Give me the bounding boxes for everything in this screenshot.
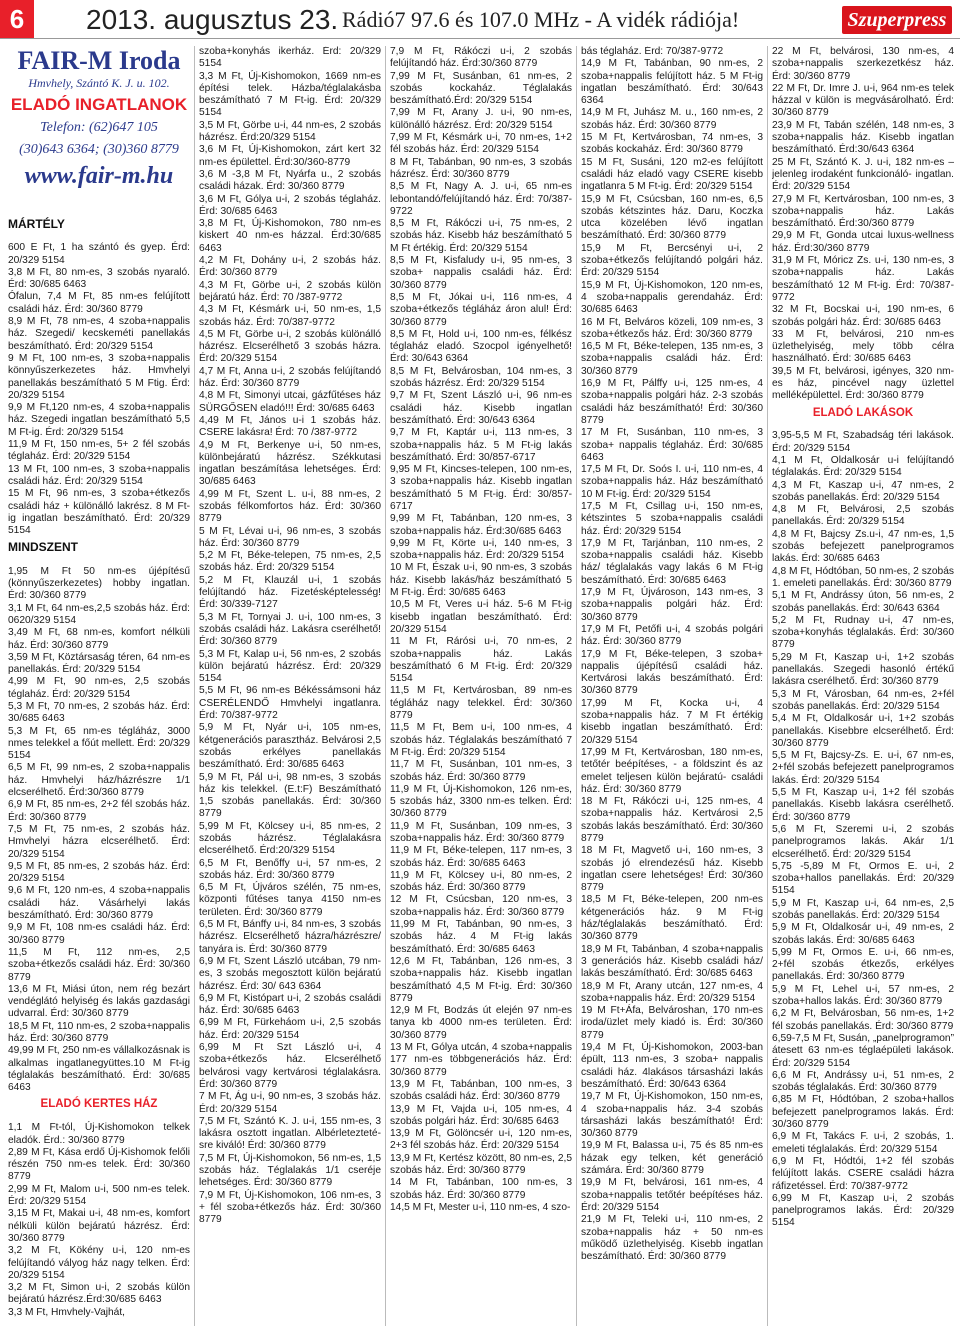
listing-entry: 7,9 M Ft, Rákóczi u-i, 2 szobás felújítandó ház. Érd:30/360 8779 xyxy=(390,46,572,70)
brand-logo: Szuperpress xyxy=(842,6,952,34)
listing-entry: 8,5 M Ft, Hold u-i, 100 nm-es, félkész téglaház eladó. Szocpol igényelhető! Érd: 30/643 6364 xyxy=(390,328,572,365)
listing-entry: 17,99 M Ft, Kertvárosban, 180 nm-es, tetőtér beépítéses, - a földszint és az emelet teljesen külön bejáratú- családi ház. Érd: 30/360 8779 xyxy=(581,746,763,795)
listing-entry: 9,9 M Ft,120 nm-es, 4 szoba+nappalis ház. Szegedi ingatlan beszámítható 5,5 M Ft-ig. Érd: 20/329 5154 xyxy=(8,402,190,438)
page-header xyxy=(0,0,960,38)
listing-entry: 13,9 M Ft, Vajda u-i, 105 nm-es, 4 szobás polgári ház. Érd: 30/685 6463 xyxy=(390,1103,572,1127)
listing-entry: 11 M Ft, Rárósi u-i, 70 nm-es, 2 szoba+nappalis ház. Lakás beszámítható 6 M Ft-ig. Érd: 20/329 5154 xyxy=(390,636,572,685)
listing-entry: 15 M Ft, Kertvárosban, 74 nm-es, 3 szobás kockaház. Érd: 30/360 8779 xyxy=(581,132,763,156)
listing-entry: 11,9 M Ft, 150 nm-es, 5+ 2 fél szobás téglaház. Érd: 20/329 5154 xyxy=(8,439,190,463)
listing-entry: 18 M Ft, Rákóczi u-i, 125 nm-es, 4 szoba+nappalis ház. Kertvárosi 2,5 szobás lakás beszámítható. Érd: 30/360 8779 xyxy=(581,796,763,844)
listing-entry: 5,4 M Ft, Oldalkosár u-i, 1+2 szobás panellakás. Kisebbre elcserélhető. Érd: 30/360 8779 xyxy=(772,713,954,749)
listing-entry: 17,5 M Ft, Dr. Soós I. u-i, 110 nm-es, 4 szoba+nappalis ház. Ház beszámítható 10 M Ft-ig. Érd: 20/329 5154 xyxy=(581,464,763,500)
listing-entry: 5,3 M Ft, Tornyai J. u-i, 100 nm-es, 3 szobás családi ház. Lakásra cserélhető! Érd: 30/360 8779 xyxy=(199,611,381,648)
listing-entry: 6,9 M Ft, 85 nm-es, 2+2 fél szobás ház. Érd: 30/360 8779 xyxy=(8,799,190,823)
issue-date: 2013. augusztus 23. xyxy=(86,4,339,35)
listing-entry: 12,6 M Ft, Tabánban, 126 nm-es, 3 szoba+nappalis ház. Kisebb ingatlan beszámítható 4,5 M Ft-ig. Érd: 30/360 8779 xyxy=(390,955,572,1004)
listing-entry: 3,49 M Ft, 68 nm-es, komfort nélküli ház. Érd: 30/360 8779 xyxy=(8,627,190,651)
column-divider xyxy=(194,46,195,1326)
listing-entry: 5 M Ft, Lévai u-i, 96 nm-es, 3 szobás ház. Érd: 30/360 8779 xyxy=(199,525,381,549)
listing-entry: 11,9 M Ft, Susánban, 109 nm-es, 3 szoba+nappalis ház. Érd: 30/360 8779 xyxy=(390,820,572,844)
listing-entry: 9,7 M Ft, Szent László u-i, 96 nm-es családi ház. Kisebb ingatlan beszámítható. Érd: 30/643 6364 xyxy=(390,390,572,426)
listing-entry: 17,99 M Ft, Kocka u-i, 4 szoba+nappalis ház. 7 M Ft értékig kisebb ingatlan beszámítható. Érd: 20/329 5154 xyxy=(581,697,763,746)
listing-entry: 17,9 M Ft, Petőfi u-i, 4 szobás polgári ház. Érd: 30/360 8779 xyxy=(581,623,763,648)
listing-entry: 49,99 M Ft, 250 nm-es vállalkozásnak is alkalmas ingatlanegyüttes.10 M Ft-ig téglalakás beszámítható. Érd: 30/685 6463 xyxy=(8,1045,190,1094)
listing-column-2 xyxy=(199,46,381,1326)
listing-entry: 4,8 M Ft, Simonyi utcai, gázfűtéses ház SÜRGŐSEN eladó!!! Érd: 30/685 6463 xyxy=(199,390,381,414)
listing-entry: 6,99 M Ft Szt László u-i, 4 szoba+étkezős ház. Elcserélhető belvárosi vagy kertvárosi téglalakásra. Érd: 30/360 8779 xyxy=(199,1042,381,1090)
listing-entry: 4,49 M Ft, János u-i 1 szobás ház. CSERE lakásra! Érd: 70 /387-9772 xyxy=(199,414,381,439)
listing-entry: 11,7 M Ft, Susánban, 101 nm-es, 3 szobás ház. Érd: 30/360 8779 xyxy=(390,759,572,783)
section-heading: ELADÓ KERTES HÁZ xyxy=(40,1098,158,1111)
listing-entry: 3,5 M Ft, Görbe u-i, 44 nm-es, 2 szobás házrész. Érd:20/329 5154 xyxy=(199,119,381,144)
listing-entry: 11,99 M Ft, Tabánban, 90 nm-es, 3 szobás ház. 4 M Ft-ig lakás beszámítható. Érd: 30/685 6463 xyxy=(390,919,572,955)
listing-entry: 4,7 M Ft, Anna u-i, 2 szobás felújítandó ház. Érd: 30/360 8779 xyxy=(199,365,381,390)
listing-entry: 6,59-7,5 M Ft, Susán, „panelprogramon” átesett 63 nm-es téglaépületi lakások. Érd: 20/329 5154 xyxy=(772,1032,954,1069)
listing-entry: 11,9 M Ft, Kölcsey u-i, 80 nm-es, 2 szobás ház. Érd: 30/360 8779 xyxy=(390,869,572,894)
listing-entry: Ófalun, 7,4 M Ft, 85 nm-es felújított családi ház. Érd: 30/360 8779 xyxy=(8,291,190,315)
listing-entry: 4,1 M Ft, Oldalkosár u-i felújítandó téglalakás. Érd: 20/329 5154 xyxy=(772,455,954,479)
listing-entry: 12 M Ft, Csúcsban, 120 nm-es, 3 szoba+nappalis ház. Érd: 30/360 8779 xyxy=(390,894,572,918)
listing-entry: 5,1 M Ft, Andrássy úton, 56 nm-es, 2 szobás panellakás. Érd: 30/643 6364 xyxy=(772,590,954,614)
listing-entry: 5,5 M Ft, Bajcsy-Zs. E. u-i, 67 nm-es, 2+fél szobás befejezett panelprogramos lakás. Érd: 20/329 5154 xyxy=(772,750,954,786)
listing-entry: 22 M Ft, belvárosi, 130 nm-es, 4 szoba+nappalis szerkezetkész ház. Érd: 30/360 8779 xyxy=(772,46,954,82)
listing-entry: 5,29 M Ft, Kaszap u-i, 1+2 szobás panellakás. Szegedi hasonló értékű lakásra cserélhető. Érd: 30/360 8779 xyxy=(772,651,954,688)
listing-entry: 5,75 -5,89 M Ft, Ormos E. u-i, 2 szoba+hallos panellakás. Érd: 20/329 5154 xyxy=(772,860,954,897)
listing-entry: 3,6 M Ft, Gólya u-i, 2 szobás téglaház. Érd: 30/685 6463 xyxy=(199,193,381,217)
listing-entry: 18,5 M Ft, 110 nm-es, 2 szoba+nappalis ház. Érd: 30/360 8779 xyxy=(8,1020,190,1044)
listing-entry: 4,2 M Ft, Dohány u-i, 2 szobás ház. Érd: 30/360 8779 xyxy=(199,255,381,279)
listing-entry: 4,8 M Ft, Hódtóban, 50 nm-es, 2 szobás 1. emeleti panellakás. Érd: 30/360 8779 xyxy=(772,565,954,589)
listing-entry: 11,5 M Ft, 112 nm-es, 2,5 szoba+étkezős családi ház. Érd: 30/360 8779 xyxy=(8,946,190,983)
listing-entry: 7,9 M Ft, Új-Kishomokon, 106 nm-es, 3 + fél szoba+étkezős ház. Érd: 30/360 8779 xyxy=(199,1189,381,1226)
page-number: 6 xyxy=(0,0,34,38)
listing-entry: 23,9 M Ft, Tabán szélén, 148 nm-es, 3 szoba+nappalis ház. Kisebb ingatlan beszámítható. Érd:30/643 6364 xyxy=(772,119,954,156)
listing-entry: 13,9 M Ft, Gölöncsér u-i, 120 nm-es, 2+3 fél szobás ház. Érd: 20/329 5154 xyxy=(390,1128,572,1152)
advert-headline: ELADÓ INGATLANOK xyxy=(10,95,188,114)
listing-entry: szoba+konyhás ikerház. Érd: 20/329 5154 xyxy=(199,46,381,70)
listing-entry: 9,99 M Ft, Tabánban, 120 nm-es, 3 szoba+nappalis ház. Érd:30/685 6463 xyxy=(390,513,572,537)
section-heading: ELADÓ LAKÁSOK xyxy=(812,406,914,419)
listing-entry: 18,9 M Ft, Tabánban, 4 szoba+nappalis 3 generációs ház. Kisebb családi ház/ lakás beszámítható. Érd: 30/685 6463 xyxy=(581,943,763,980)
listing-entry: 15 M Ft, 96 nm-es, 3 szoba+étkezős családi ház + különálló lakrész. 8 M Ft-ig ingatlan beszámítható. Érd: 20/329 5154 xyxy=(8,488,190,537)
listing-entry: 22 M Ft, Dr. Imre J. u-i, 964 nm-es telek házzal v külön is megvásárolható. Érd: 30/360 8779 xyxy=(772,82,954,119)
listing-entry: 5,3 M Ft, Városban, 64 nm-es, 2+fél szobás panellakás. Érd: 20/329 5154 xyxy=(772,688,954,712)
listing-entry: 3,2 M Ft, Kökény u-i, 120 nm-es felújítandó vályog ház nagy telken. Érd: 20/329 5154 xyxy=(8,1245,190,1281)
advert-title: FAIR-M Iroda xyxy=(17,46,181,75)
listing-entry: 5,2 M Ft, Klauzál u-i, 1 szobás felújítandó ház. Fizetésképtelesség! Érd: 30/339-7127 xyxy=(199,574,381,611)
section-heading: MÁRTÉLY xyxy=(8,217,65,231)
listing-entry: 18,9 M Ft, Arany utcán, 127 nm-es, 4 szoba+nappalis ház. Érd: 20/329 5154 xyxy=(581,980,763,1004)
listing-entry: 8,5 M Ft, Kisfaludy u-i, 95 nm-es, 3 szoba+ nappalis családi ház. Érd: 30/360 8779 xyxy=(390,255,572,291)
listing-entry: 14,9 M Ft, Tabánban, 90 nm-es, 2 szoba+nappalis felújított ház. 5 M Ft-ig ingatlan beszámítható. Érd: 30/643 6364 xyxy=(581,58,763,107)
listing-entry: 10,5 M Ft, Veres u-i ház. 5-6 M Ft-ig kisebb ingatlan beszámítható. Érd: 20/329 5154 xyxy=(390,599,572,635)
listing-column-3 xyxy=(390,46,572,1326)
listing-entry: 7,99 M Ft, Susánban, 61 nm-es, 2 szobás kockaház. Téglalakás beszámítható.Érd: 20/329 5154 xyxy=(390,70,572,107)
listing-column-4 xyxy=(581,46,763,1326)
radio-banner: Rádió7 97.6 és 107.0 MHz - A vidék rádiója! xyxy=(342,7,740,32)
column-divider xyxy=(767,46,768,1326)
listing-entry: 33 M Ft, belvárosi, 210 nm-es üzlethelyiség, mely több célra használható. Érd: 30/685 6463 xyxy=(772,328,954,365)
listing-entry: 6,9 M Ft, Szent László utcában, 79 nm-es, 3 szobás megosztott külön bejáratú házrész. Érd: 30/ 643 6364 xyxy=(199,955,381,992)
listing-entry: 13 M Ft, 100 nm-es, 3 szoba+nappalis családi ház. Érd: 20/329 5154 xyxy=(8,463,190,487)
listing-entry: 25 M Ft, Szántó K. J. u-i, 182 nm-es – jelenleg irodaként funkcionáló- ingatlan. Érd: 20/329 5154 xyxy=(772,156,954,193)
listing-entry: 14,9 M Ft, Juhász M. u., 160 nm-es, 2 szobás ház. Érd: 30/360 8779 xyxy=(581,107,763,131)
listing-entry: 14,5 M Ft, Mester u-i, 110 nm-es, 4 szo- xyxy=(390,1201,571,1213)
listing-entry: 16 M Ft, Belváros közeli, 109 nm-es, 3 szoba+étkezős ház. Érd: 30/360 8779 xyxy=(581,316,763,340)
listing-entry: 2,89 M Ft, Kása erdő Új-Kishomok felőli részén 750 nm-es telek. Érd: 30/360 8779 xyxy=(8,1146,190,1183)
listing-entry: 3,6 M -3,8 M Ft, Nyárfa u., 2 szobás családi házak. Érd: 30/360 8779 xyxy=(199,168,381,193)
listing-entry: 5,5 M Ft, Kaszap u-i, 1+2 fél szobás panellakás. Kisebb lakásra cserélhető. Érd: 30/360 8779 xyxy=(772,787,954,823)
listing-entry: 17 M Ft, Susánban, 110 nm-es, 3 szoba+ nappalis téglaház. Érd: 30/685 6463 xyxy=(581,427,763,463)
listing-entry: 4,8 M Ft, Bajcsy Zs.u-i, 47 nm-es, 1,5 szobás befejezett panelprogramos lakás. Érd: 30/685 6463 xyxy=(772,528,954,565)
listing-entry: 3,1 M Ft, 64 nm-es,2,5 szobás ház. Érd: 0620/329 5154 xyxy=(8,602,190,626)
listing-entry: 1,1 M Ft-tól, Új-Kishomokon telkek eladók. Érd.: 30/360 8779 xyxy=(8,1122,190,1146)
listing-entry: 16,5 M Ft, Béke-telepen, 135 nm-es, 3 szoba+nappalis családi ház. Érd: 30/360 8779 xyxy=(581,341,763,377)
listing-entry: 6,9 M Ft, Takács F. u-i, 2 szobás, 1. emeleti téglalakás. Érd: 20/329 5154 xyxy=(772,1131,954,1155)
listing-entry: 15,9 M Ft, Új-Kishomokon, 120 nm-es, 4 szoba+nappalis gerendaház. Érd: 30/685 6463 xyxy=(581,279,763,316)
listing-entry: 19 M Ft+Áfa, Belvároshan, 170 nm-es iroda/üzlet mely kiadó is. Érd: 30/360 8779 xyxy=(581,1005,763,1041)
listing-entry: 11,9 M Ft, Új-Kishomokon, 126 nm-es, 5 szobás ház, 3300 nm-es telken. Érd: 30/360 8779 xyxy=(390,783,572,820)
listing-entry: 18,5 M Ft, Béke-telepen, 200 nm-es kétgenerációs ház. 9 M Ft-ig ház/téglalakás beszámítható. Érd: 30/360 8779 xyxy=(581,894,763,943)
listing-entry: 3,3 M Ft, Hmvhely-Vajhát, xyxy=(8,1306,126,1318)
listing-entry: 5,9 M Ft, Kaszap u-i, 64 nm-es, 2,5 szobás panellakás. Érd: 20/329 5154 xyxy=(772,897,954,921)
listing-entry: 8 M Ft, Tabánban, 90 nm-es, 3 szobás házrész. Érd: 30/360 8779 xyxy=(390,156,572,180)
listing-entry: 5,9 M Ft, Oldalkosár u-i, 49 nm-es, 2 szobás lakás. Érd: 30/685 6463 xyxy=(772,922,954,946)
advert-address: Hmvhely, Szántó K. J. u. 102. xyxy=(28,76,170,90)
listing-entry: 9,7 M Ft, Kaptár u-i, 113 nm-es, 3 szoba+nappalis ház. 5 M Ft-ig lakás beszámítható. Érd: 30/857-6717 xyxy=(390,427,572,463)
listing-entry: 6,9 M Ft, Kistópart u-i, 2 szobás családi ház. Érd: 30/685 6463 xyxy=(199,992,381,1017)
advert-web: www.fair-m.hu xyxy=(24,163,174,189)
listing-entry: 4,3 M Ft, Késmárk u-i, 50 nm-es, 1,5 szobás ház. Érd: 70/387-9772 xyxy=(199,304,381,328)
listing-entry: 19,9 M Ft, belvárosi, 161 nm-es, 4 szoba+nappalis tetőtér beépítéses ház. Érd: 20/329 5154 xyxy=(581,1177,763,1213)
listing-entry: 8,5 M Ft, Belvárosban, 104 nm-es, 3 szobás házrész. Érd: 20/329 5154 xyxy=(390,365,572,390)
listing-entry: 5,6 M Ft, Szeremi u-i, 2 szobás panelprogramos lakás. Akár 1/1 elcserélhető. Érd: 20/329 5154 xyxy=(772,823,954,860)
listing-entry: 8,9 M Ft, 78 nm-es, 4 szoba+nappalis ház. Szegedi/ kecskeméti panellakás beszámítható. Érd: 20/329 5154 xyxy=(8,316,190,352)
listing-entry: 5,9 M Ft, Lehel u-i, 57 nm-es, 2 szoba+hallos lakás. Érd: 30/360 8779 xyxy=(772,983,954,1008)
listing-entry: 18 M Ft, Magvető u-i, 160 nm-es, 3 szobás jó elrendezésű ház. Kisebb ingatlan csere lehetséges! Érd: 30/360 8779 xyxy=(581,845,763,894)
listing-entry: 7,99 M Ft, Késmárk u-i, 70 nm-es, 1+2 fél szobás ház. Érd: 20/329 5154 xyxy=(390,132,572,156)
listing-entry: 3,59 M Ft, Köztársaság téren, 64 nm-es panellakás. Érd: 20/329 5154 xyxy=(8,651,190,676)
column-divider xyxy=(576,46,577,1326)
listing-entry: 13,9 M Ft, Kertész között, 80 nm-es, 2,5 szobás ház. Érd: 30/360 8779 xyxy=(390,1152,572,1177)
listing-entry: 10 M Ft, Észak u-i, 90 nm-es, 3 szobás ház. Kisebb lakás/ház beszámítható 5 M Ft-ig. Érd: 30/685 6463 xyxy=(390,562,572,599)
listing-entry: 6,99 M Ft, Fürkeháom u-i, 2,5 szobás ház. Érd: 20/329 5154 xyxy=(199,1017,381,1041)
listing-entry: 3,95-5,5 M Ft, Szabadság téri lakások. Érd: 20/329 5154 xyxy=(772,430,954,454)
listing-entry: 6,6 M Ft, Andrássy u-i, 51 nm-es, 2 szobás téglalakás. Érd: 30/360 8779 xyxy=(772,1069,954,1094)
listing-entry: 6,85 M Ft, Hódtóban, 2 szoba+hallos befejezett panelprogramos lakás. Érd: 30/360 8779 xyxy=(772,1094,954,1131)
listing-entry: 11,5 M Ft, Bem u-i, 100 nm-es, 4 szobás ház. Téglalakás beszámítható 7 M Ft-ig. Érd: 20/329 5154 xyxy=(390,722,572,758)
listing-entry: 5,3 M Ft, 65 nm-es tégláház, 3000 nmes telekkel a főút mellett. Érd: 20/329 5154 xyxy=(8,725,190,762)
listing-entry: 11,5 M Ft, Kertvárosban, 89 nm-es tégláház nagy telekkel. Érd: 30/360 8779 xyxy=(390,685,572,722)
listing-entry: 5,99 M Ft, Ormos E. u-i, 66 nm-es, 2+fél szobás étkezős, erkélyes panellakás. Érd: 30/360 8779 xyxy=(772,946,954,983)
listing-entry: 7,99 M Ft, Arany J. u-i, 90 nm-es, különálló házrész. Érd: 20/329 5154 xyxy=(390,107,572,131)
listing-entry: 9,9 M Ft, 108 nm-es családi ház. Érd: 30/360 8779 xyxy=(8,922,190,946)
listing-entry: 13,9 M Ft, Tabánban, 100 nm-es, 3 szobás családi ház. Érd: 30/360 8779 xyxy=(390,1078,572,1103)
section-heading: MINDSZENT xyxy=(8,540,78,555)
listing-entry: 15 M Ft, Susáni, 120 m2-es felújított családi ház eladó vagy CSERE kisebb ingatlanra 5 M Ft-ig. Érd: 20/329 5154 xyxy=(581,156,763,193)
listing-entry: 11,9 M Ft, Béke-telepen, 117 nm-es, 3 szobás ház. Érd: 30/685 6463 xyxy=(390,845,572,869)
listing-entry: 5,2 M Ft, Béke-telepen, 75 nm-es, 2,5 szobás ház. Érd: 20/329 5154 xyxy=(199,550,381,574)
listing-entry: 12,9 M Ft, Bodzás út elején 97 nm-es tanya kb 4000 nm-es területen. Érd: 30/360 8779 xyxy=(390,1005,572,1041)
listing-entry: 5,9 M Ft, Nyár u-i, 105 nm-es, kétgenerációs parasztház. Belvárosi 2,5 szobás erkélyes panellakás beszámítható. Érd: 30/685 6463 xyxy=(199,722,381,771)
listing-entry: 39,5 M Ft, belvárosi, igényes, 320 nm-es ház, pincével nagy üzlettel melléképülettel. Érd: 30/360 8779 xyxy=(772,365,954,402)
listing-entry: 5,99 M Ft, Kölcsey u-i, 85 nm-es, 2 szobás házrész. Téglalakásra elcserélhető. Érd:20/329 5154 xyxy=(199,820,381,857)
listing-entry: 9 M Ft, 100 nm-es, 3 szoba+nappalis könnyűszerkezetes ház. Hmvhelyi panellakás beszámítható 5 M Ftig. Érd: 20/329 5154 xyxy=(8,352,190,401)
listing-entry: 29,9 M Ft, Gonda utcai luxus-wellness ház. Érd:30/360 8779 xyxy=(772,230,954,254)
listing-entry: 6,5 M Ft, Újváros szélén, 75 nm-es, központi fűtéses tanya 4150 nm-es területen. Érd: 30/360 8779 xyxy=(199,882,381,918)
listing-entry: 3,3 M Ft, Új-Kishomokon, 1669 nm-es építési telek. Házba/téglalakásba beszámítható 7 M Ft-ig. Érd: 20/329 5154 xyxy=(199,70,381,119)
listing-entry: 4,9 M Ft, Berkenye u-i, 50 nm-es, különbejáratú házrész. Székkutasi ingatlan beszámítása lehetséges. Érd: 30/685 6463 xyxy=(199,439,381,488)
listing-entry: 5,5 M Ft, 96 nm-es Békéssámsoni ház CSERÉLENDŐ Hmvhelyi ingatlanra. Érd: 70/387-9772 xyxy=(199,685,381,722)
listing-entry: 6,2 M Ft, Belvárosban, 56 nm-es, 1+2 fél szobás panellakás. Érd: 30/360 8779 xyxy=(772,1008,954,1032)
listing-entry: 19,4 M Ft, Új-Kishomokon, 2003-ban épült, 113 nm-es, 3 szoba+ nappalis családi ház. 4lakásos társasházi lakás beszámítható. Érd: 30/643 6364 xyxy=(581,1042,763,1090)
listing-entry: 7,5 M Ft, 75 nm-es, 2 szobás ház. Hmvhelyi házra elcserélhető. Érd: 20/329 5154 xyxy=(8,823,190,860)
listing-entry: 3,6 M Ft, Új-Kishomokon, zárt kert 32 nm-es épülettel. Érd:30/360-8779 xyxy=(199,144,381,168)
listing-entry: 9,6 M Ft, 120 nm-es, 4 szoba+nappalis családi ház. Vásárhelyi lakás beszámítható. Érd: 30/360 8779 xyxy=(8,885,190,922)
listing-entry: 6,5 M Ft, Benőffy u-i, 57 nm-es, 2 szobás ház. Érd: 30/360 8779 xyxy=(199,857,381,881)
listing-entry: 8,5 M Ft, Jókai u-i, 116 nm-es, 4 szoba+étkezős tégláház áron alul! Érd: 30/360 8779 xyxy=(390,291,572,328)
listing-entry: 600 E Ft, 1 ha szántó és gyep. Érd: 20/329 5154 xyxy=(8,242,190,266)
listing-entry: 27,9 M Ft, Kertvárosban, 100 nm-es, 3 szoba+nappalis ház. Lakás beszámítható. Érd:30/360 8779 xyxy=(772,193,954,230)
listing-entry: 3,15 M Ft, Makai u-i, 48 nm-es, komfort nélküli külön bejáratú házrész. Érd: 30/360 8779 xyxy=(8,1208,190,1244)
listing-entry: 6,99 M Ft, Kaszap u-i, 2 szobás panelprogramos lakás. Érd: 20/329 5154 xyxy=(772,1192,954,1229)
listing-entry: 14 M Ft, Tabánban, 100 nm-es, 3 szobás ház. Érd: 30/360 8779 xyxy=(390,1177,572,1201)
listing-entry: 4,5 M Ft, Görbe u-i, 2 szobás különálló házrész. Elcserélhető 3 szobás házra. Érd: 20/329 5154 xyxy=(199,328,381,365)
listing-entry: 5,2 M Ft, Rudnay u-i, 47 nm-es, szoba+konyhás téglalakás. Érd: 30/360 8779 xyxy=(772,614,954,651)
listing-entry: 13 M Ft, Gólya utcán, 4 szoba+nappalis 177 nm-es többgenerációs ház. Érd: 30/360 8779 xyxy=(390,1042,572,1078)
listing-entry: 4,8 M Ft, Belvárosi, 2,5 szobás panellakás. Érd: 20/329 5154 xyxy=(772,504,954,528)
listing-entry: 17,9 M Ft, Béke-telepen, 3 szoba+ nappalis újépítésű családi ház. Kertvárosi lakás beszámítható. Érd: 30/360 8779 xyxy=(581,648,763,697)
listing-entry: 17,9 M Ft, Újvároson, 143 nm-es, 3 szoba+nappalis polgári ház. Érd: 30/360 8779 xyxy=(581,587,763,623)
listing-entry: 2,99 M Ft, Malom u-i, 500 nm-es telek. Érd: 20/329 5154 xyxy=(8,1183,190,1208)
listing-entry: 13,6 M Ft, Miási úton, nem rég bezárt vendéglátó helyiség és lakás gazdasági udvarral. Érd: 30/360 8779 xyxy=(8,983,190,1020)
header-divider xyxy=(0,38,960,39)
listing-entry: 3,8 M Ft, 80 nm-es, 3 szobás nyaraló. Érd: 30/685 6463 xyxy=(8,266,190,291)
listing-entry: 6,5 M Ft, Bánffy u-i, 84 nm-es, 3 szobás házrész. Elcserélhető házra/házrészre/ tanyára is. Érd: 30/360 8779 xyxy=(199,919,381,955)
listing-entry: 15,9 M Ft, Csúcsban, 160 nm-es, 6,5 szobás kétszintes ház. Daru, Koczka utca közelében lévő ingatlan beszámítható. Érd: 30/360 8779 xyxy=(581,193,763,242)
listing-entry: 3,2 M Ft, Simon u-i, 2 szobás külön bejáratú házrész.Érd:30/685 6463 xyxy=(8,1282,190,1306)
column-divider xyxy=(385,46,386,1326)
listing-entry: 5,9 M Ft, Pál u-i, 98 nm-es, 3 szobás ház kis telekkel. (E.t:F) Beszámítható 1,5 szobás panellakás. Érd: 30/360 8779 xyxy=(199,771,381,820)
listing-entry: 32 M Ft, Bocskai u-i, 190 nm-es, 6 szobás polgári ház. Érd: 30/685 6463 xyxy=(772,304,954,328)
listing-entry: 17,5 M Ft, Csillag u-i, 150 nm-es, kétszintes 5 szoba+nappalis családi ház. Érd: 20/329 5154 xyxy=(581,500,763,537)
listing-entry: 9,95 M Ft, Kincses-telepen, 100 nm-es, 3 szoba+nappalis ház. Kisebb ingatlan beszámítható 5 M Ft-ig. Érd: 30/857-6717 xyxy=(390,464,572,512)
listing-entry: 6,9 M Ft, Hódtói, 1+2 fél szobás felújított lakás. CSERE családi házra ráfizetéssel. Érd: 70/387-9772 xyxy=(772,1155,954,1192)
advert-phone-1: Telefon: (62)647 105 xyxy=(40,120,158,135)
listing-entry: 9,99 M Ft, Körte u-i, 140 nm-es, 3 szoba+nappalis ház. Érd: 20/329 5154 xyxy=(390,537,572,562)
listing-entry: 31,9 M Ft, Móricz Zs. u-i, 130 nm-es, 3 szoba+nappalis ház. Lakás beszámítható 12 M Ft-ig. Érd: 70/387-9772 xyxy=(772,255,954,303)
listing-entry: 15,9 M Ft, Bercsényi u-i, 2 szoba+étkezős felújítandó polgári ház. Érd: 20/329 5154 xyxy=(581,242,763,279)
listing-entry: 5,3 M Ft, 70 nm-es, 2 szobás ház. Érd: 30/685 6463 xyxy=(8,700,190,725)
fair-m-advert xyxy=(8,46,190,214)
listing-entry: 4,99 M Ft, 90 nm-es, 2,5 szobás téglaház. Érd: 20/329 5154 xyxy=(8,676,190,700)
listing-entry: 9,5 M Ft, 85 nm-es, 2 szobás ház. Érd: 20/329 5154 xyxy=(8,860,190,885)
listing-entry: 7,5 M Ft, Új-Kishomokon, 56 nm-es, 1,5 szobás ház. Téglalakás 1/1 cseréje lehetséges. Érd: 30/360 8779 xyxy=(199,1152,381,1189)
advert-phone-2: (30)643 6364; (30)360 8779 xyxy=(19,142,179,157)
listing-entry: 5,3 M Ft, Kalap u-i, 56 nm-es, 2 szobás külön bejáratú házrész. Érd: 20/329 5154 xyxy=(199,648,381,685)
listing-entry: 4,3 M Ft, Kaszap u-i, 47 nm-es, 2 szobás panellakás. Érd: 20/329 5154 xyxy=(772,479,954,503)
listing-entry: 8,5 M Ft, Rákóczi u-i, 75 nm-es, 2 szobás ház. Kisebb ház beszámítható 5 M Ft értékig. Érd: 20/329 5154 xyxy=(390,218,572,254)
listing-column-1 xyxy=(8,214,190,1326)
listing-entry: 4,3 M Ft, Görbe u-i, 2 szobás külön bejáratú ház. Érd: 70 /387-9772 xyxy=(199,279,381,303)
listing-entry: 3,8 M Ft, Új-Kishomokon, 780 nm-es kiskert 40 nm-es házzal. Érd:30/685 6463 xyxy=(199,218,381,254)
listing-entry: 21,9 M Ft, Teleki u-i, 110 nm-es, 2 szoba+nappalis ház + 50 nm-es működő üzlethelyiség. Kisebb ingatlan beszámítható. Érd: 30/360 8779 xyxy=(581,1214,763,1263)
listing-entry: 16,9 M Ft, Pálffy u-i, 125 nm-es, 4 szoba+nappalis polgári ház. 2-3 szobás családi ház beszámítható! Érd: 30/360 8779 xyxy=(581,378,763,426)
listing-entry: bás téglaház. Érd: 70/387-9772 xyxy=(581,46,724,57)
listing-entry: 6,5 M Ft, 99 nm-es, 2 szoba+nappalis ház. Hmvhelyi ház/házrészre 1/1 elcserélhető. Érd:30/360 8779 xyxy=(8,762,190,799)
listing-entry: 8,5 M Ft, Nagy A. J. u-i, 65 nm-es lebontandó/felújítandó ház. Érd: 70/387-9722 xyxy=(390,181,572,217)
listing-entry: 17,9 M Ft, Tarjánban, 110 nm-es, 2 szoba+nappalis családi ház. Kisebb ház/ téglalakás vagy lakás 6 M Ft-ig beszámítható. Érd: 30/685 6463 xyxy=(581,537,763,586)
listing-entry: 7,5 M Ft, Szántó K. J. u-i, 155 nm-es, 3 lakásra osztott ingatlan. Albérleteztetésre kiváló! Érd: 30/360 8779 xyxy=(199,1115,381,1152)
listing-entry: 19,9 M Ft, Balassa u-i, 75 és 85 nm-es házak egy telken, két generáció számára. Érd: 30/360 8779 xyxy=(581,1140,763,1177)
listing-entry: 4,99 M Ft, Szent L. u-i, 88 nm-es, 2 szobás félkomfortos ház. Érd: 30/360 8779 xyxy=(199,488,381,525)
listing-entry: 7 M Ft, Ág u-i, 90 nm-es, 3 szobás ház. Érd: 20/329 5154 xyxy=(199,1091,381,1115)
listing-column-5 xyxy=(772,46,954,1326)
listing-entry: 1,95 M Ft 50 nm-es újépítésű (könnyűszerkezetes) hobby ingatlan. Érd: 30/360 8779 xyxy=(8,565,190,602)
listing-entry: 19,7 M Ft, Új-Kishomokon, 150 nm-es, 4 szoba+nappalis ház. 3-4 szobás társasházi lakás beszámítható! Érd: 30/360 8779 xyxy=(581,1091,763,1140)
